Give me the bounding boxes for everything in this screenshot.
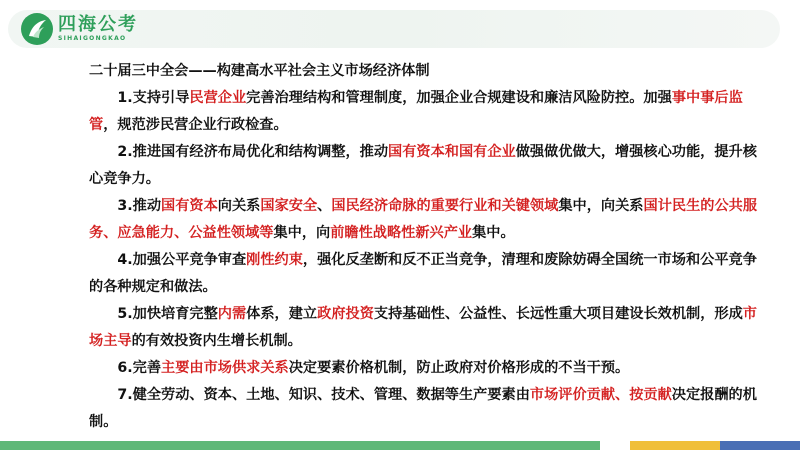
highlight-text: 国计民生的公共服务、应急能力、公益性领域等 bbox=[89, 198, 758, 241]
policy-item-6 bbox=[89, 355, 759, 382]
highlight-text: 内需 bbox=[217, 306, 247, 322]
body-text: 向关系 bbox=[217, 198, 261, 214]
footer-stripe-green bbox=[0, 441, 600, 450]
logo-chinese-name: 四海公考 bbox=[58, 14, 138, 35]
policy-item-2 bbox=[89, 139, 759, 193]
body-text: 决定报酬的机制。 bbox=[89, 387, 757, 430]
footer-stripe-yellow bbox=[630, 441, 720, 450]
body-text: 7.健全劳动、资本、土地、知识、技术、管理、数据等生产要素由 bbox=[117, 387, 530, 403]
body-text: 决定要素价格机制，防止政府对价格形成的不当干预。 bbox=[288, 360, 630, 376]
policy-item-5 bbox=[89, 301, 759, 355]
highlight-text: 政府投资 bbox=[317, 306, 374, 322]
brand-logo[interactable] bbox=[20, 12, 138, 46]
body-text: 、 bbox=[317, 198, 332, 214]
body-text: 集中，向 bbox=[273, 225, 331, 241]
highlight-text: 国有资本 bbox=[161, 198, 218, 214]
body-text: ，强化反垄断和反不正当竞争，清理和废除妨碍全国统一市场和公平竞争的各种规定和做法。 bbox=[89, 252, 757, 295]
highlight-text: 刚性约束 bbox=[246, 252, 303, 268]
sihai-logo-icon bbox=[20, 12, 54, 46]
body-text: 5.加快培育完整 bbox=[117, 306, 218, 322]
highlight-text: 国有资本和国有企业 bbox=[388, 144, 516, 160]
logo-english-name: SIHAIGONGKAO bbox=[58, 35, 127, 42]
body-text: 集中。 bbox=[472, 225, 515, 241]
policy-item-4 bbox=[89, 247, 759, 301]
body-text: 支持基础性、公益性、长远性重大项目建设长效机制，形成 bbox=[373, 306, 743, 322]
policy-item-7 bbox=[89, 382, 759, 436]
body-text: 3.推动 bbox=[117, 198, 162, 214]
header-bar bbox=[0, 0, 800, 56]
body-text: 的有效投资内生增长机制。 bbox=[131, 333, 302, 349]
slide-title: 二十届三中全会——构建高水平社会主义市场经济体制 bbox=[89, 63, 430, 79]
highlight-text: 国家安全 bbox=[260, 198, 318, 214]
body-text: 集中，向关系 bbox=[558, 198, 644, 214]
highlight-text: 事中事后监管 bbox=[89, 90, 743, 133]
highlight-text: 民营企业 bbox=[189, 90, 247, 106]
highlight-text: 主要由市场供求关系 bbox=[161, 360, 289, 376]
body-text: 2.推进国有经济布局优化和结构调整，推动 bbox=[117, 144, 389, 160]
body-text: 1.支持引导 bbox=[117, 90, 190, 106]
body-text: 4.加强公平竞争审查 bbox=[117, 252, 247, 268]
policy-list bbox=[89, 85, 759, 436]
footer-stripe-gap bbox=[600, 441, 630, 450]
body-text: 6.完善 bbox=[117, 360, 162, 376]
slide-content bbox=[89, 58, 759, 436]
body-text: 体系，建立 bbox=[246, 306, 318, 322]
policy-item-3 bbox=[89, 193, 759, 247]
highlight-text: 前瞻性战略性新兴产业 bbox=[330, 225, 473, 241]
highlight-text: 市场评价贡献、按贡献 bbox=[529, 387, 672, 403]
footer-stripe-blue bbox=[720, 441, 800, 450]
policy-item-1 bbox=[89, 85, 759, 139]
highlight-text: 国民经济命脉的重要行业和关键领域 bbox=[331, 198, 559, 214]
body-text: ，规范涉民营企业行政检查。 bbox=[103, 117, 288, 133]
highlight-text: 市场主导 bbox=[89, 306, 757, 349]
body-text: 完善治理结构和管理制度，加强企业合规建设和廉洁风险防控。加强 bbox=[246, 90, 672, 106]
body-text: 做强做优做大，增强核心功能，提升核心竞争力。 bbox=[89, 144, 757, 187]
